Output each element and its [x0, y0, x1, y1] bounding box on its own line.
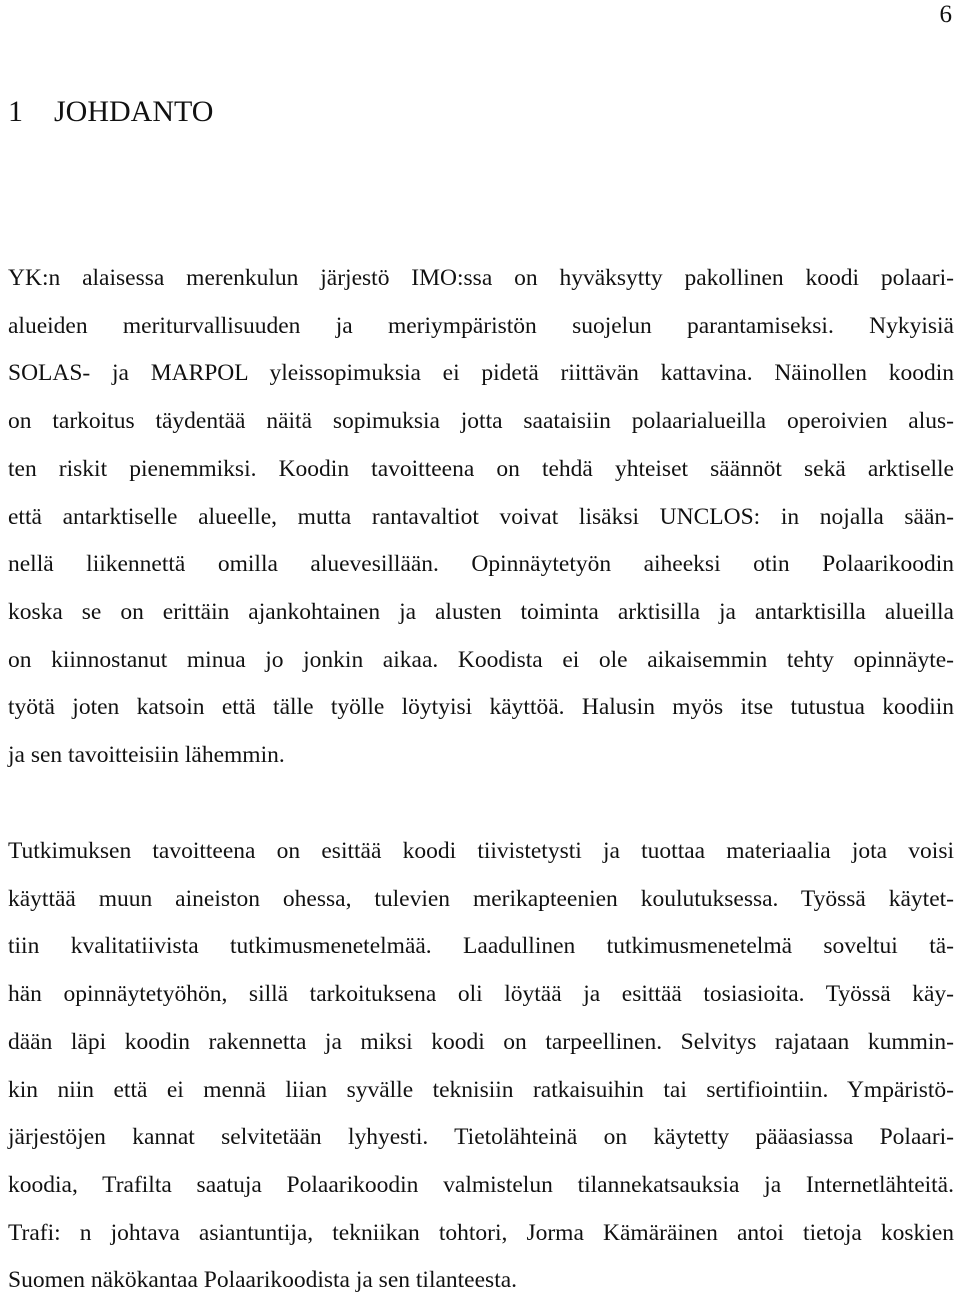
text-line: työtä joten katsoin että tälle työlle löytyisi käyttöä. Halusin myös itse tutustua koodiin: [8, 694, 954, 721]
text-line: alueiden meriturvallisuuden ja meriympäristön suojelun parantamiseksi. Nykyisiä: [8, 312, 954, 339]
text-line: dään läpi koodin rakennetta ja miksi koodi on tarpeellinen. Selvitys rajataan kummin-: [8, 1028, 954, 1055]
text-line: tiin kvalitatiivista tutkimusmenetelmää. Laadullinen tutkimusmenetelmä soveltui tä-: [8, 933, 954, 960]
text-line: järjestöjen kannat selvitetään lyhyesti. Tietolähteinä on käytetty pääasiassa Polaari-: [8, 1124, 954, 1151]
chapter-heading: [8, 92, 213, 132]
text-line: on tarkoitus täydentää näitä sopimuksia jotta saataisiin polaarialueilla operoivien alus-: [8, 408, 954, 435]
chapter-title: JOHDANTO: [54, 95, 214, 128]
page-number: 6: [939, 1, 952, 28]
text-line: että antarktiselle alueelle, mutta rantavaltiot voivat lisäksi UNCLOS: in nojalla sään-: [8, 503, 954, 530]
text-line: ja sen tavoitteisiin lähemmin.: [8, 742, 285, 769]
text-line: kin niin että ei mennä liian syvälle teknisiin ratkaisuihin tai sertifiointiin. Ympäristö-: [8, 1076, 954, 1103]
text-line: Tutkimuksen tavoitteena on esittää koodi tiivistetysti ja tuottaa materiaalia jota voisi: [8, 838, 954, 864]
text-line: käyttää muun aineiston ohessa, tulevien merikapteenien koulutuksessa. Työssä käytet-: [8, 885, 954, 912]
text-line: on kiinnostanut minua jo jonkin aikaa. Koodista ei ole aikaisemmin tehty opinnäyte-: [8, 646, 954, 673]
text-line: Suomen näkökantaa Polaarikoodista ja sen tilanteesta.: [8, 1267, 518, 1294]
text-line: koodia, Trafilta saatuja Polaarikoodin valmistelun tilannekatsauksia ja Internetlähteitä.: [8, 1171, 954, 1198]
text-line: hän opinnäytetyöhön, sillä tarkoituksena oli löytää ja esittää tosiasioita. Työssä käy-: [8, 981, 954, 1008]
text-line: Trafi: n johtava asiantuntija, tekniikan tohtori, Jorma Kämäräinen antoi tietoja koskien: [8, 1219, 954, 1246]
paragraph-research-goals: [8, 828, 954, 1305]
paragraph-intro: [8, 255, 954, 780]
text-line: nellä liikennettä omilla aluevesillään. Opinnäytetyön aiheeksi otin Polaarikoodin: [8, 551, 954, 578]
text-line: SOLAS- ja MARPOL yleissopimuksia ei pidetä riittävän kattavina. Näinollen koodin: [8, 360, 954, 387]
text-line: koska se on erittäin ajankohtainen ja alusten toiminta arktisilla ja antarktisilla alueilla: [8, 598, 954, 625]
chapter-number: 1: [8, 95, 23, 128]
text-line: ten riskit pienemmiksi. Koodin tavoitteena on tehdä yhteiset säännöt sekä arktiselle: [8, 455, 954, 482]
text-line: YK:n alaisessa merenkulun järjestö IMO:ssa on hyväksytty pakollinen koodi polaari-: [8, 265, 954, 291]
